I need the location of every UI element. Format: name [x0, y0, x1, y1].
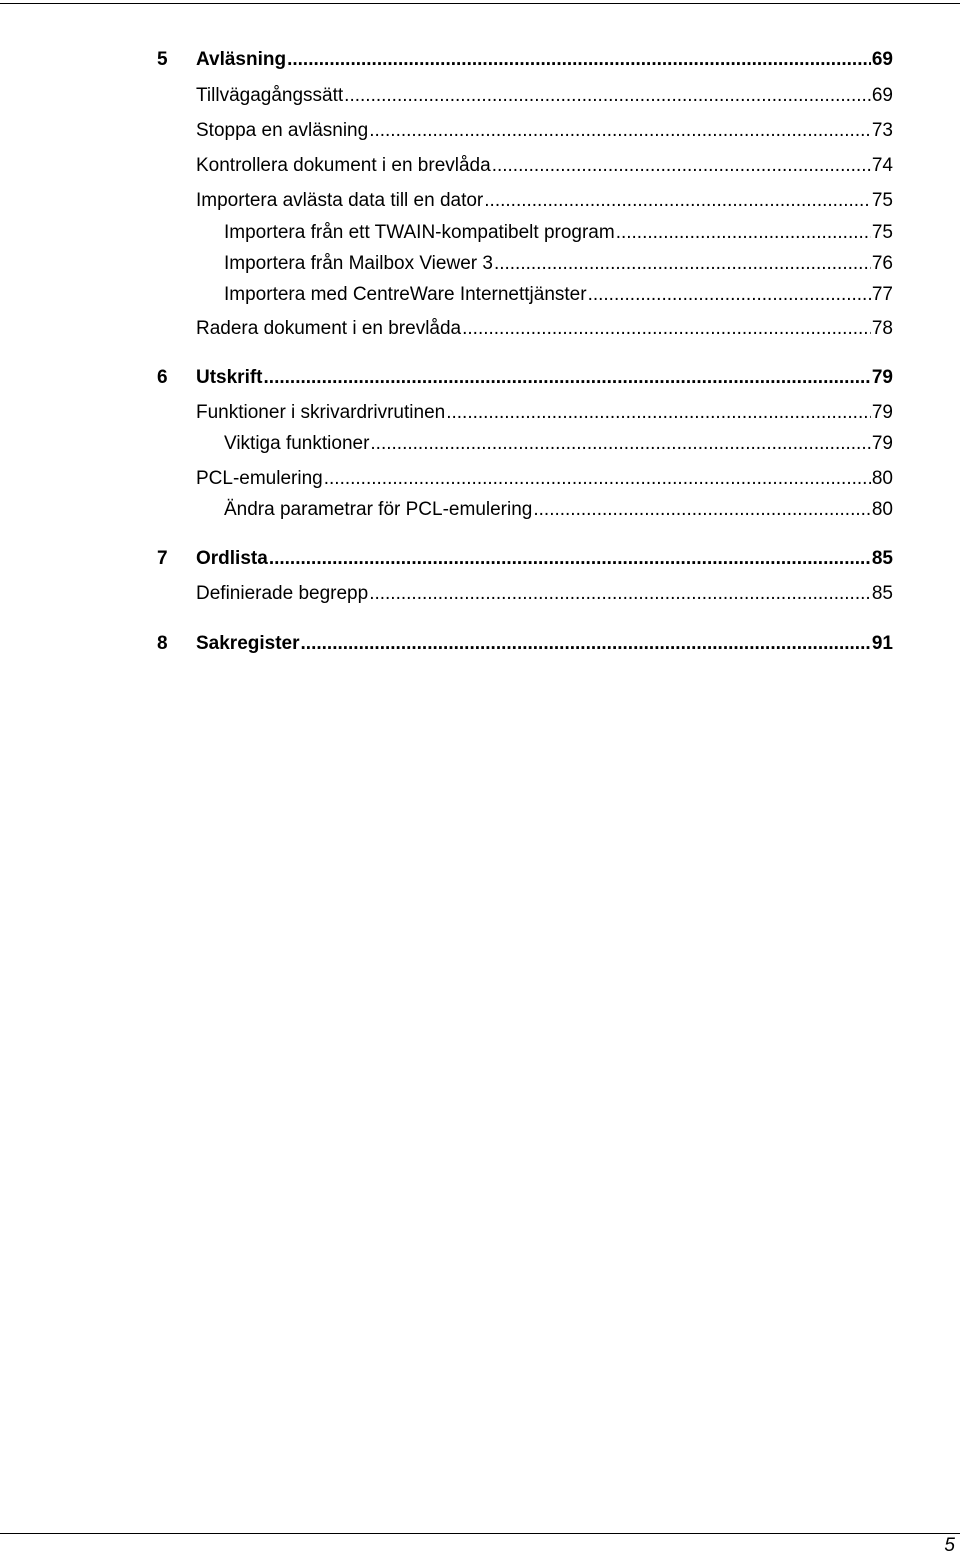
toc-page-number: 69	[871, 85, 893, 106]
toc-entry-title: Funktioner i skrivardrivrutinen	[196, 402, 446, 423]
toc-entry-title: Ändra parametrar för PCL-emulering	[224, 499, 533, 520]
toc-dot-leader	[324, 467, 871, 491]
toc-entry-title: Definierade begrepp	[196, 583, 369, 604]
toc-entry-title: Importera från Mailbox Viewer 3	[224, 253, 493, 274]
toc-dot-leader	[301, 632, 871, 656]
toc-section-entry[interactable]	[196, 84, 893, 108]
toc-dot-leader	[269, 547, 871, 571]
toc-chapter-number: 8	[157, 633, 168, 654]
toc-chapter-entry[interactable]	[157, 632, 893, 656]
toc-dot-leader	[492, 154, 871, 178]
toc-dot-leader	[494, 252, 871, 276]
toc-page-number: 75	[871, 222, 893, 243]
toc-page-number: 91	[871, 633, 893, 654]
toc-entry-title: Sakregister	[196, 633, 300, 654]
toc-entry-title: Importera med CentreWare Internettjänster	[224, 284, 587, 305]
toc-section-entry[interactable]	[196, 582, 893, 606]
toc-page-number: 75	[871, 190, 893, 211]
toc-subsection-entry[interactable]	[224, 221, 893, 245]
toc-entry-title: Radera dokument i en brevlåda	[196, 318, 462, 339]
toc-page-number: 69	[871, 49, 893, 70]
toc-section-entry[interactable]	[196, 154, 893, 178]
toc-chapter-entry[interactable]	[157, 547, 893, 571]
toc-entry-title: Importera avlästa data till en dator	[196, 190, 484, 211]
toc-dot-leader	[446, 401, 871, 425]
toc-dot-leader	[344, 84, 871, 108]
toc-entry-title: Tillvägagångssätt	[196, 85, 344, 106]
toc-chapter-entry[interactable]	[157, 366, 893, 390]
toc-page-number: 74	[871, 155, 893, 176]
toc-page-number: 73	[871, 120, 893, 141]
toc-entry-title: PCL-emulering	[196, 468, 323, 489]
toc-page-number: 78	[871, 318, 893, 339]
toc-chapter-number: 5	[157, 49, 168, 70]
toc-page-number: 76	[871, 253, 893, 274]
toc-chapter-number: 6	[157, 367, 168, 388]
toc-page-number: 79	[871, 367, 893, 388]
toc-entry-title: Ordlista	[196, 548, 268, 569]
toc-dot-leader	[484, 189, 871, 213]
toc-page-number: 77	[871, 284, 893, 305]
toc-section-entry[interactable]	[196, 189, 893, 213]
toc-entry-title: Kontrollera dokument i en brevlåda	[196, 155, 491, 176]
toc-dot-leader	[369, 119, 871, 143]
toc-dot-leader	[370, 432, 870, 456]
toc-entry-title: Utskrift	[196, 367, 263, 388]
header-rule	[0, 3, 960, 4]
toc-dot-leader	[588, 283, 871, 307]
toc-dot-leader	[369, 582, 871, 606]
toc-page-number: 79	[871, 402, 893, 423]
footer-rule	[0, 1533, 960, 1534]
toc-page-number: 79	[871, 433, 893, 454]
toc-page-number: 85	[871, 583, 893, 604]
toc-entry-title: Importera från ett TWAIN-kompatibelt program	[224, 222, 615, 243]
toc-dot-leader	[264, 366, 871, 390]
toc-section-entry[interactable]	[196, 317, 893, 341]
toc-chapter-entry[interactable]	[157, 48, 893, 72]
toc-page-number: 80	[871, 468, 893, 489]
toc-entry-title: Viktiga funktioner	[224, 433, 370, 454]
toc-section-entry[interactable]	[196, 401, 893, 425]
toc-page-number: 85	[871, 548, 893, 569]
toc-chapter-number: 7	[157, 548, 168, 569]
toc-subsection-entry[interactable]	[224, 498, 893, 522]
toc-page-number: 80	[871, 499, 893, 520]
toc-subsection-entry[interactable]	[224, 283, 893, 307]
toc-section-entry[interactable]	[196, 119, 893, 143]
toc-entry-title: Stoppa en avläsning	[196, 120, 369, 141]
toc-dot-leader	[287, 48, 871, 72]
toc-dot-leader	[462, 317, 871, 341]
footer-page-number: 5	[944, 1535, 955, 1556]
toc-dot-leader	[616, 221, 871, 245]
toc-dot-leader	[533, 498, 871, 522]
toc-subsection-entry[interactable]	[224, 432, 893, 456]
toc-section-entry[interactable]	[196, 467, 893, 491]
toc-subsection-entry[interactable]	[224, 252, 893, 276]
toc-entry-title: Avläsning	[196, 49, 287, 70]
